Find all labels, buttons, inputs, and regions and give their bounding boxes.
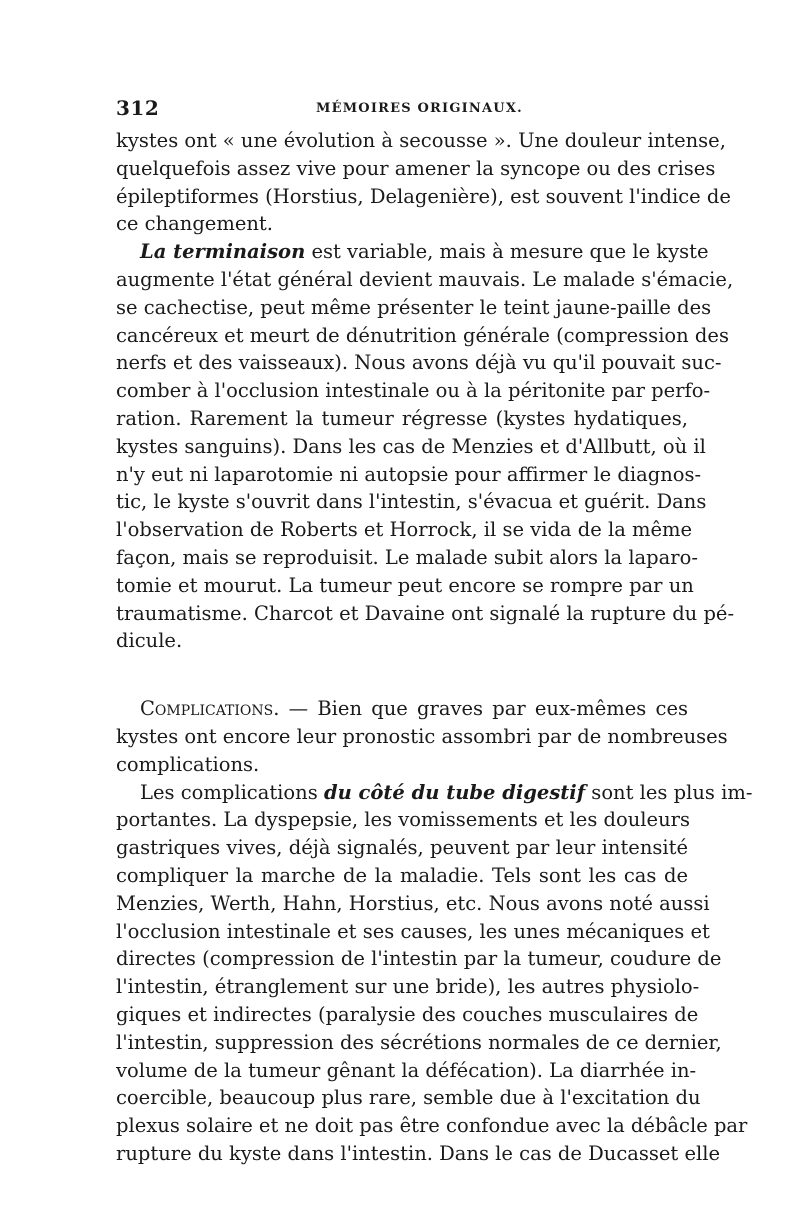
text-line: n'y eut ni laparotomie ni autopsie pour affirmer le diagnos-: [116, 462, 702, 486]
text-line: augmente l'état général devient mauvais. Le malade s'émacie,: [116, 267, 734, 291]
text-line: ce changement.: [116, 212, 273, 236]
text-line: dicule.: [116, 629, 183, 653]
text-fragment: Les complications: [140, 780, 324, 804]
text-line: compliquer la marche de la maladie. Tels sont les cas de: [116, 863, 688, 887]
text-fragment: est variable, mais à mesure que le kyste: [305, 240, 709, 264]
text-line: rupture du kyste dans l'intestin. Dans le cas de Ducasset elle: [116, 1141, 721, 1165]
text-line: tomie et mourut. La tumeur peut encore se rompre par un: [116, 573, 694, 597]
text-line: cancéreux et meurt de dénutrition générale (compression des: [116, 323, 729, 347]
text-line: coercible, beaucoup plus rare, semble due à l'excitation du: [116, 1086, 701, 1110]
text-line: [116, 238, 709, 266]
text-fragment: — Bien que graves par eux-mêmes ces: [279, 697, 688, 721]
text-line: se cachectise, peut même présenter le teint jaune-paille des: [116, 295, 712, 319]
text-line: kystes sanguins). Dans les cas de Menzies et d'Allbutt, où il: [116, 434, 706, 458]
text-line: kystes ont « une évolution à secousse ». Une douleur intense,: [116, 129, 726, 152]
text-line: épileptiformes (Horstius, Delagenière), est souvent l'indice de: [116, 184, 731, 208]
text-line: [116, 779, 753, 807]
section-heading: Complications.: [140, 697, 280, 721]
text-line: quelquefois assez vive pour amener la syncope ou des crises: [116, 156, 716, 180]
text-line: l'intestin, suppression des sécrétions normales de ce dernier,: [116, 1030, 722, 1054]
text-line: traumatisme. Charcot et Davaine ont signalé la rupture du pé-: [116, 601, 735, 625]
text-line: [116, 695, 688, 723]
page-number: 312: [116, 96, 160, 120]
text-line: complications.: [116, 752, 260, 776]
italic-term: La terminaison: [140, 240, 306, 264]
text-line: tic, le kyste s'ouvrit dans l'intestin, s'évacua et guérit. Dans: [116, 490, 707, 514]
text-line: volume de la tumeur gênant la défécation). La diarrhée in-: [116, 1058, 697, 1082]
section-gap: [116, 655, 688, 695]
text-line: plexus solaire et ne doit pas être confondue avec la débâcle par: [116, 1114, 748, 1138]
page-header: [116, 96, 688, 126]
text-line: comber à l'occlusion intestinale ou à la péritonite par perfo-: [116, 379, 711, 403]
text-line: ration. Rarement la tumeur régresse (kystes hydatiques,: [116, 406, 688, 430]
text-line: l'occlusion intestinale et ses causes, les unes mécaniques et: [116, 919, 710, 943]
italic-term: du côté du tube digestif: [323, 780, 586, 804]
text-line: nerfs et des vaisseaux). Nous avons déjà vu qu'il pouvait suc-: [116, 351, 722, 375]
text-line: kystes ont encore leur pronostic assombri par de nombreuses: [116, 724, 728, 748]
body-text: [116, 127, 753, 1168]
text-fragment: sont les plus im-: [585, 780, 753, 804]
text-line: directes (compression de l'intestin par la tumeur, coudure de: [116, 947, 722, 971]
text-line: gastriques vives, déjà signalés, peuvent par leur intensité: [116, 836, 688, 860]
text-line: l'intestin, étranglement sur une bride), les autres physiolo-: [116, 975, 700, 999]
text-line: giques et indirectes (paralysie des couches musculaires de: [116, 1002, 699, 1026]
text-line: l'observation de Roberts et Horrock, il se vida de la même: [116, 518, 693, 542]
text-line: portantes. La dyspepsie, les vomissements et les douleurs: [116, 808, 690, 832]
running-head: MÉMOIRES ORIGINAUX.: [316, 101, 523, 116]
text-line: Menzies, Werth, Hahn, Horstius, etc. Nous avons noté aussi: [116, 891, 710, 915]
text-line: façon, mais se reproduisit. Le malade subit alors la laparo-: [116, 545, 698, 569]
